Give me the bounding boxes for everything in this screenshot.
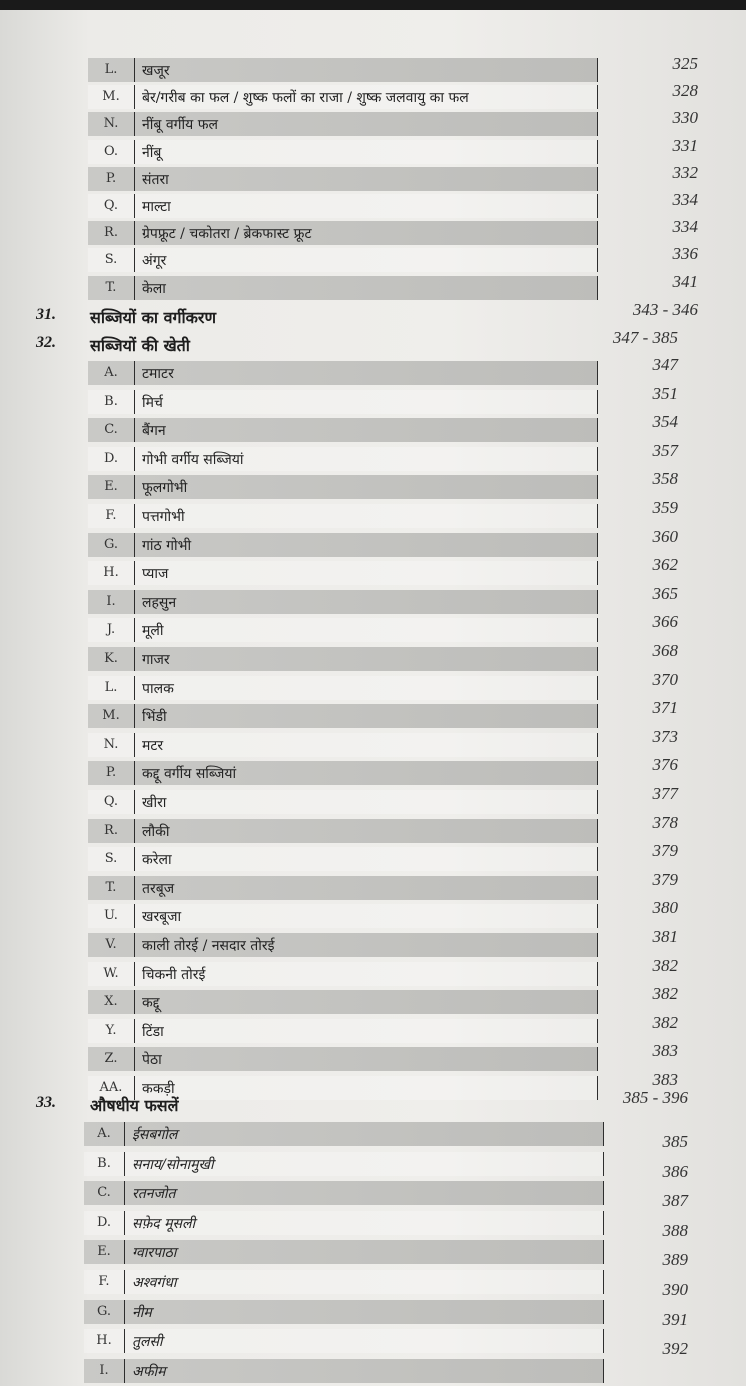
entry-letter: C. [88, 418, 135, 442]
entry-letter: I. [84, 1359, 125, 1383]
entry-letter: F. [84, 1270, 125, 1294]
entry-letter: X. [88, 990, 135, 1014]
toc-entry[interactable] [88, 533, 598, 557]
entry-letter: H. [84, 1329, 125, 1353]
column-divider [603, 1359, 605, 1383]
entry-page-number: 387 [662, 1191, 688, 1211]
entry-title: माल्टा [142, 199, 171, 215]
entry-page-number: 358 [652, 469, 678, 489]
entry-letter: Q. [88, 194, 135, 218]
entry-page-number: 341 [672, 271, 698, 291]
toc-entry[interactable] [88, 390, 598, 414]
chapter-title: औषधीय फसलें [90, 1096, 179, 1115]
entry-page-number: 376 [652, 755, 678, 775]
entry-letter: B. [84, 1152, 125, 1176]
entry-title: रतनजोत [132, 1186, 176, 1203]
toc-entry[interactable] [84, 1270, 604, 1294]
toc-entry[interactable] [88, 990, 598, 1014]
entry-title: ग्रेपफ्रूट / चकोतरा / ब्रेकफास्ट फ्रूट [142, 226, 312, 243]
toc-entry[interactable] [88, 876, 598, 900]
entry-letter: K. [88, 647, 135, 671]
entry-letter: Q. [88, 790, 135, 814]
entry-title: ईसबगोल [132, 1127, 178, 1143]
entry-letter: S. [88, 847, 135, 871]
entry-page-number: 330 [672, 108, 698, 128]
entry-letter: G. [88, 533, 135, 557]
entry-letter: D. [88, 447, 135, 471]
entry-title: ग्वारपाठा [132, 1245, 177, 1262]
entry-page-number: 386 [662, 1161, 688, 1181]
entry-page-number: 383 [652, 1041, 678, 1061]
top-edge [0, 0, 746, 10]
entry-letter: N. [88, 733, 135, 757]
entry-title: मटर [142, 737, 164, 754]
toc-entry[interactable] [88, 590, 598, 614]
entry-page-number: 360 [652, 526, 678, 546]
entry-letter: N. [88, 112, 135, 136]
toc-entry[interactable] [88, 790, 598, 814]
entry-letter: B. [88, 390, 135, 414]
entry-page-number: 331 [672, 135, 698, 155]
toc-entry[interactable] [88, 962, 598, 986]
toc-entry[interactable] [88, 704, 598, 728]
toc-entry[interactable] [88, 140, 598, 164]
entry-page-number: 336 [672, 244, 698, 264]
entry-letter: T. [88, 876, 135, 900]
entry-letter: E. [88, 475, 135, 499]
entry-letter: J. [88, 618, 135, 642]
toc-entry[interactable] [88, 847, 598, 871]
entry-title: पत्तगोभी [142, 509, 185, 525]
entry-letter: R. [88, 221, 135, 245]
entry-page-number: 325 [672, 54, 698, 73]
toc-entry[interactable] [88, 1019, 598, 1043]
entry-letter: P. [88, 167, 135, 191]
entry-page-number: 382 [652, 1012, 678, 1032]
entry-letter: M. [88, 85, 135, 109]
toc-entry[interactable] [88, 1047, 598, 1071]
entry-page-number: 359 [652, 498, 678, 517]
toc-page [0, 10, 746, 1386]
entry-page-number: 365 [652, 583, 678, 603]
toc-entry[interactable] [88, 618, 598, 642]
entry-letter: G. [84, 1300, 125, 1324]
entry-page-number: 351 [652, 383, 678, 403]
entry-title: टिंडा [142, 1023, 164, 1040]
entry-page-number: 391 [662, 1309, 688, 1329]
entry-page-number: 362 [652, 555, 678, 575]
entry-page-number: 357 [652, 440, 678, 460]
toc-entry[interactable] [88, 361, 598, 385]
entry-letter: L. [88, 676, 135, 700]
entry-page-number: 347 [652, 355, 678, 374]
entry-title: संतरा [142, 171, 169, 188]
entry-page-number: 379 [652, 869, 678, 889]
entry-page-number: 334 [672, 190, 698, 209]
entry-title: काली तोरई / नसदार तोरई [142, 938, 275, 954]
entry-title: टमाटर [142, 366, 174, 382]
entry-letter: W. [88, 962, 135, 986]
entry-title: खीरा [142, 795, 167, 811]
entry-page-number: 389 [662, 1250, 688, 1270]
entry-letter: R. [88, 819, 135, 843]
entry-title: नीम [132, 1304, 152, 1321]
toc-entry[interactable] [88, 221, 598, 245]
entry-letter: E. [84, 1240, 125, 1264]
entry-title: गोभी वर्गीय सब्जियां [142, 451, 244, 468]
toc-entry[interactable] [88, 676, 598, 700]
entry-title: अश्वगंधा [132, 1275, 177, 1291]
entry-title: मिर्च [142, 394, 163, 411]
entry-page-number: 388 [662, 1220, 688, 1240]
entry-page-number: 368 [652, 641, 678, 660]
toc-entry[interactable] [88, 248, 598, 272]
toc-entry[interactable] [88, 647, 598, 671]
entry-page-number: 378 [652, 812, 678, 832]
toc-entry[interactable] [88, 85, 598, 109]
chapter-number: 32. [36, 334, 56, 351]
toc-entry[interactable] [88, 475, 598, 499]
entry-letter: U. [88, 904, 135, 928]
entry-page-number: 354 [652, 412, 678, 432]
entry-title: पालक [142, 680, 174, 697]
entry-page-number: 380 [652, 898, 678, 918]
entry-letter: O. [88, 140, 135, 164]
entry-page-number: 381 [652, 927, 678, 946]
entry-page-number: 328 [672, 81, 698, 101]
entry-letter: Y. [88, 1019, 135, 1043]
entry-letter: V. [88, 933, 135, 957]
entry-title: नींबू [142, 144, 162, 161]
toc-entry[interactable] [88, 276, 598, 300]
entry-page-number: 334 [672, 217, 698, 237]
entry-title: तुलसी [132, 1334, 163, 1351]
entry-letter: P. [88, 761, 135, 785]
entry-page-number: 382 [652, 984, 678, 1004]
entry-letter: AA. [88, 1076, 135, 1100]
chapter-title: सब्जियों का वर्गीकरण [90, 308, 217, 327]
entry-title: कद्दू वर्गीय सब्जियां [142, 766, 237, 783]
chapter-number: 33. [36, 1094, 56, 1111]
entry-page-number: 373 [652, 726, 678, 746]
entry-page-number: 385 [662, 1132, 688, 1151]
toc-entry[interactable] [88, 761, 598, 785]
toc-entry[interactable] [88, 167, 598, 191]
entry-title: नींबू वर्गीय फल [142, 117, 218, 134]
entry-letter: F. [88, 504, 135, 528]
toc-entry[interactable] [88, 418, 598, 442]
entry-title: ककड़ी [142, 1081, 175, 1097]
entry-letter: Z. [88, 1047, 135, 1071]
entry-title: करेला [142, 852, 172, 869]
toc-entry[interactable] [84, 1359, 604, 1383]
entry-title: फूलगोभी [142, 480, 188, 497]
toc-entry[interactable] [84, 1211, 604, 1235]
entry-title: गांठ गोभी [142, 537, 192, 554]
toc-entry[interactable] [84, 1329, 604, 1353]
entry-letter: C. [84, 1181, 125, 1205]
entry-title: पेठा [142, 1052, 162, 1069]
toc-entry[interactable] [88, 504, 598, 528]
entry-page-number: 392 [662, 1339, 688, 1359]
entry-title: लहसुन [142, 594, 177, 611]
chapter-number: 31. [36, 306, 56, 323]
toc-entry[interactable] [88, 447, 598, 471]
entry-page-number: 377 [652, 784, 678, 803]
entry-title: कद्दू [142, 995, 160, 1012]
entry-title: केला [142, 280, 166, 297]
entry-title: बैंगन [142, 423, 166, 440]
entry-title: मूली [142, 623, 164, 640]
toc-entry[interactable] [88, 904, 598, 928]
toc-entry[interactable] [88, 112, 598, 136]
entry-letter: T. [88, 276, 135, 300]
toc-entry[interactable] [88, 819, 598, 843]
entry-page-number: 370 [652, 669, 678, 689]
entry-title: अंगूर [142, 253, 167, 270]
entry-letter: I. [88, 590, 135, 614]
toc-entry[interactable] [84, 1300, 604, 1324]
toc-entry[interactable] [88, 733, 598, 757]
entry-letter: H. [88, 561, 135, 585]
entry-title: अफीम [132, 1363, 166, 1380]
entry-page-number: 371 [652, 698, 678, 718]
entry-title: प्याज [142, 566, 169, 583]
toc-entry[interactable] [88, 58, 598, 82]
toc-entry[interactable] [84, 1181, 604, 1205]
entry-letter: D. [84, 1211, 125, 1235]
toc-entry[interactable] [84, 1122, 604, 1146]
entry-title: सफ़ेद मूसली [132, 1215, 196, 1232]
entry-letter: A. [84, 1122, 125, 1146]
entry-title: तरबूज [142, 880, 175, 897]
toc-entry[interactable] [88, 933, 598, 957]
entry-title: खरबूजा [142, 909, 182, 926]
entry-title: चिकनी तोरई [142, 966, 206, 983]
toc-entry[interactable] [88, 194, 598, 218]
entry-title: बेर/गरीब का फल / शुष्क फलों का राजा / शुष्क जलवायु का फल [142, 90, 469, 107]
entry-page-number: 383 [652, 1070, 678, 1089]
entry-title: खजूर [142, 63, 170, 79]
entry-title: गाजर [142, 652, 170, 668]
entry-letter: M. [88, 704, 135, 728]
entry-letter: L. [88, 58, 135, 82]
chapter-page-range: 385 - 396 [622, 1088, 688, 1107]
chapter-title: सब्जियों की खेती [90, 336, 190, 355]
entry-letter: S. [88, 248, 135, 272]
entry-page-number: 390 [662, 1280, 688, 1299]
toc-entry[interactable] [84, 1152, 604, 1176]
entry-letter: A. [88, 361, 135, 385]
toc-entry[interactable] [84, 1240, 604, 1264]
chapter-page-range: 343 - 346 [632, 300, 698, 319]
entry-page-number: 379 [652, 841, 678, 861]
entry-page-number: 332 [672, 162, 698, 182]
entry-title: सनाय/सोनामुखी [132, 1156, 214, 1173]
chapter-page-range: 347 - 385 [612, 328, 678, 347]
entry-page-number: 366 [652, 612, 678, 632]
entry-title: भिंडी [142, 709, 167, 726]
entry-title: लौकी [142, 823, 170, 840]
entry-page-number: 382 [652, 955, 678, 975]
toc-entry[interactable] [88, 561, 598, 585]
